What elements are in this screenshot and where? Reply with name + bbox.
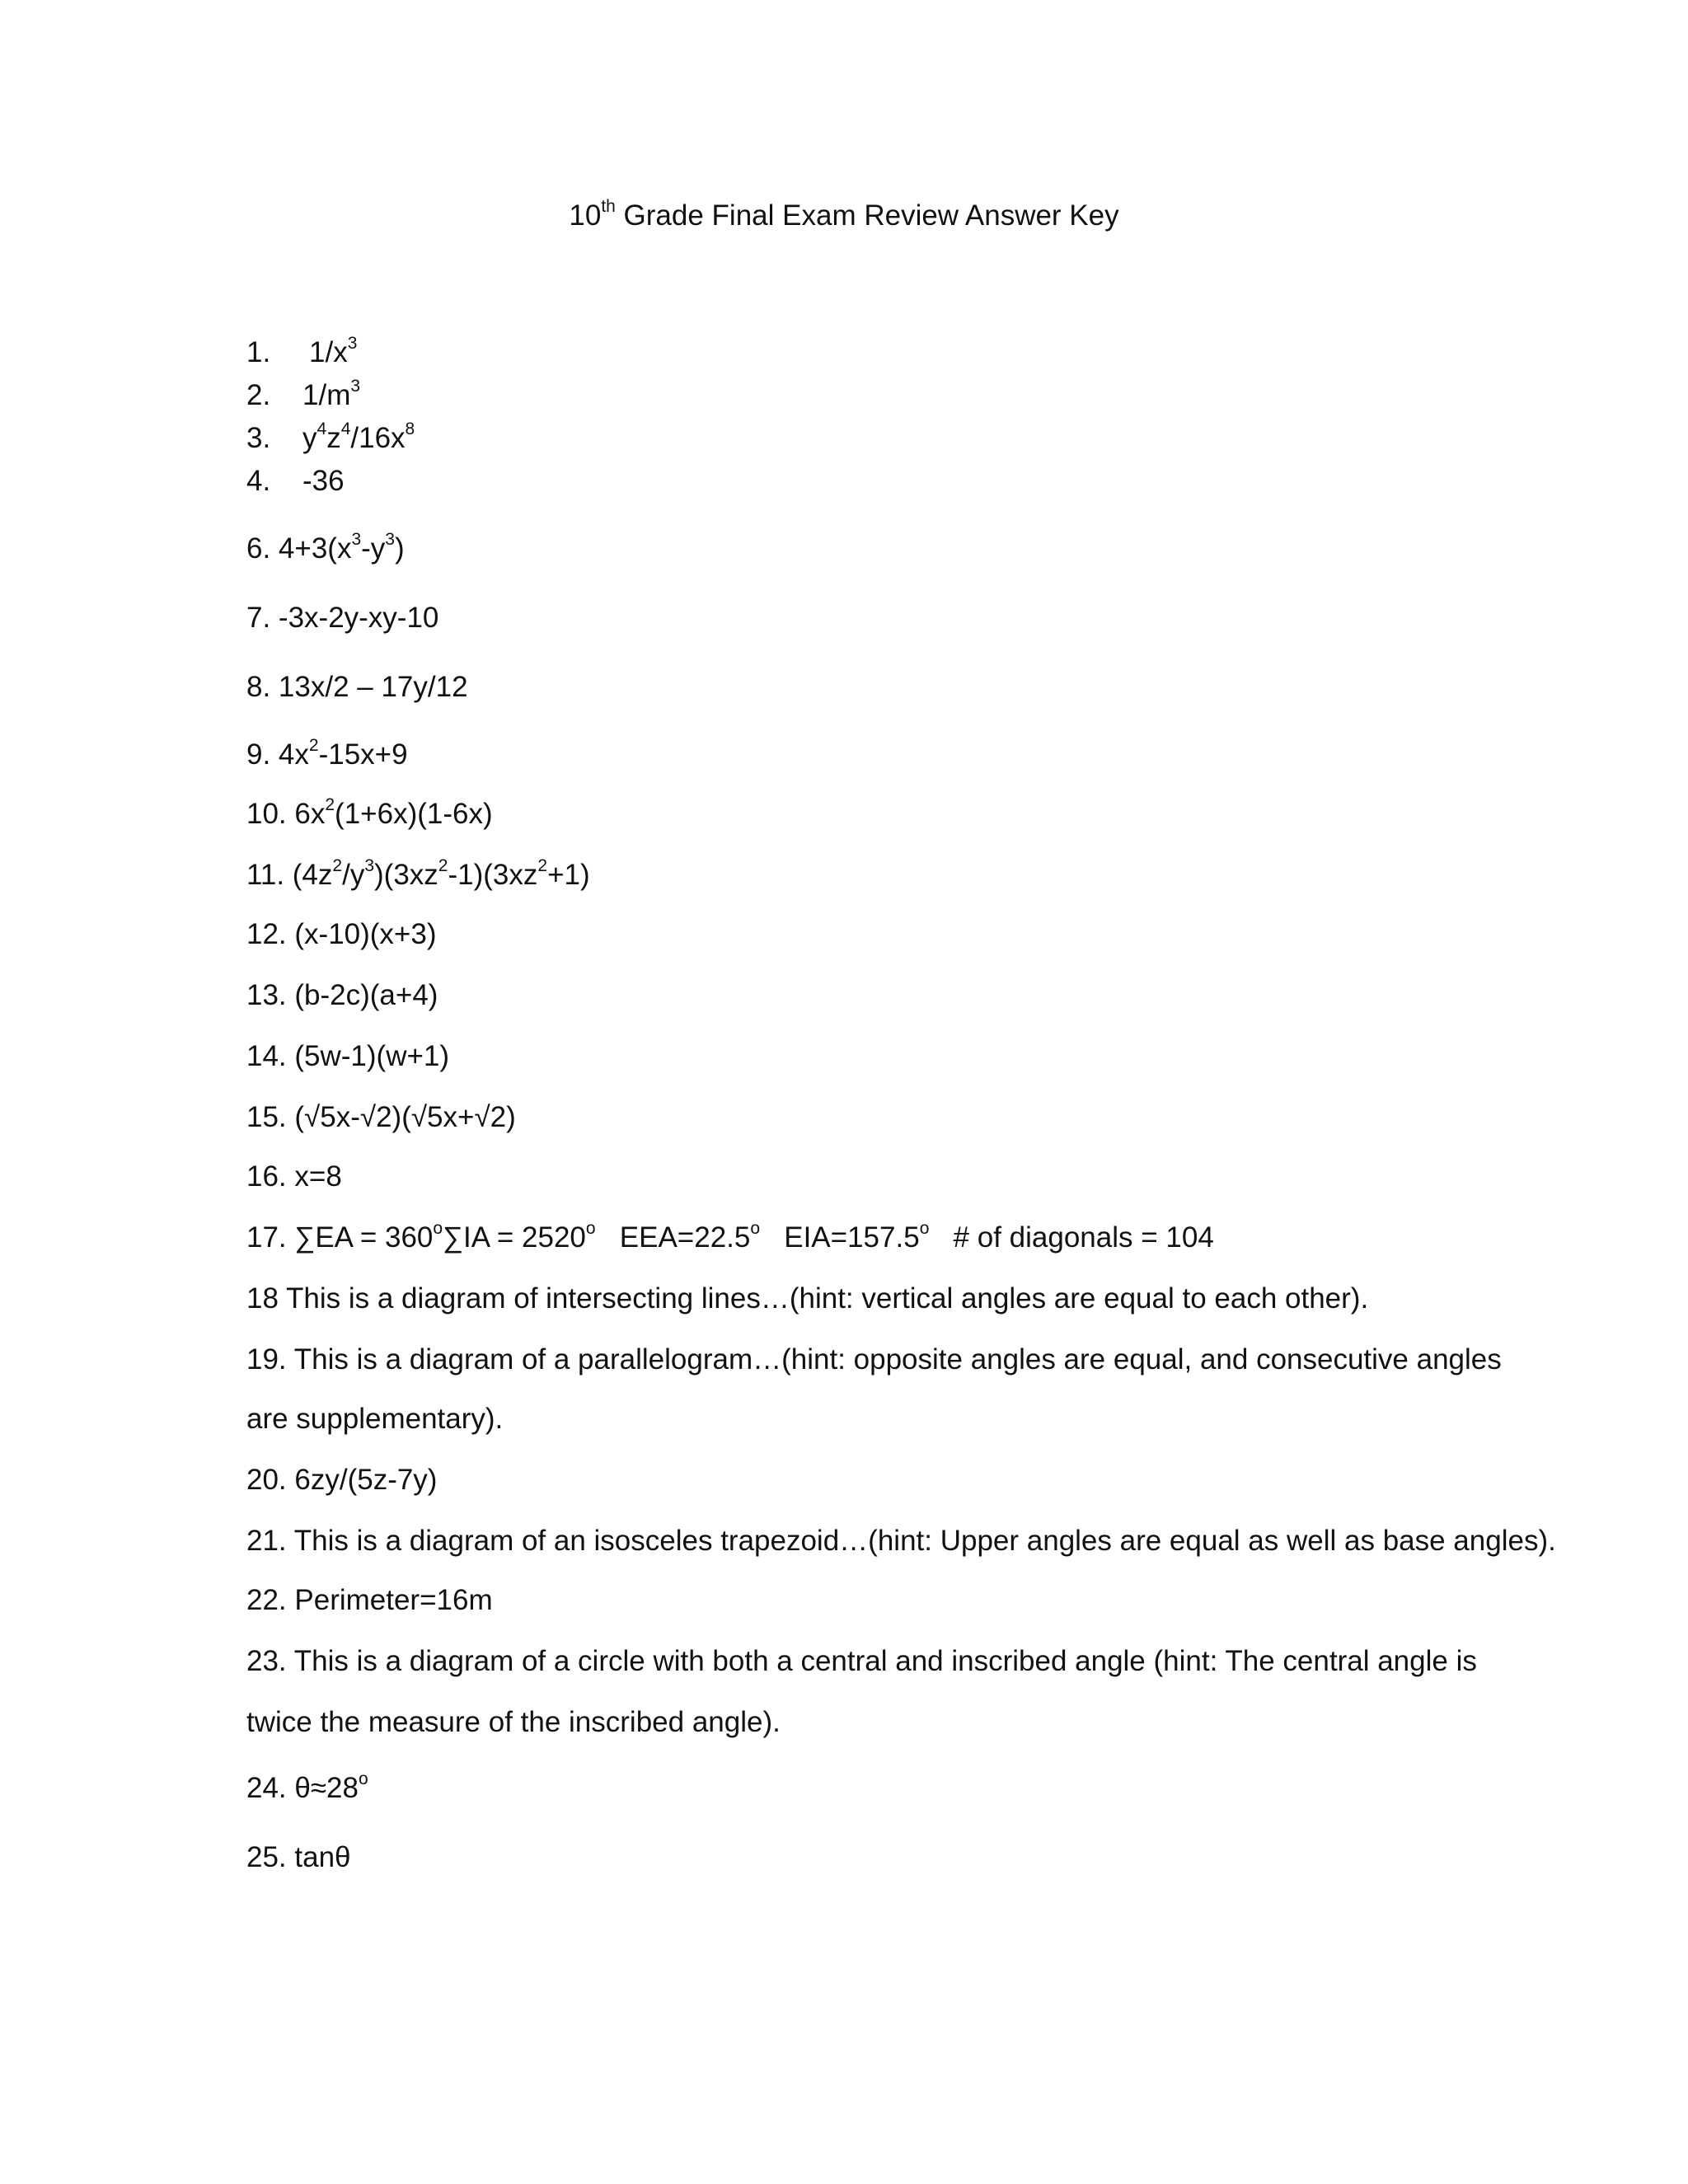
answer-4: 4. -36 <box>246 465 345 497</box>
answer-22: 22. Perimeter=16m <box>246 1584 493 1616</box>
answer-6: 6. $4+3(x^3-y^3)$ <box>246 530 405 565</box>
answer-15: 15. (√5x-√2)(√5x+√2) <box>246 1101 516 1133</box>
answer-24: 24. $\theta\approx 28^o$ <box>246 1769 368 1804</box>
answer-12: 12. (x-10)(x+3) <box>246 918 437 950</box>
answer-13: 13. (b-2c)(a+4) <box>246 979 438 1011</box>
answer-10: 10. $6x^2(1+6x)(1-6x)$ <box>246 795 493 830</box>
answer-25: 25. tanθ <box>246 1841 351 1873</box>
answer-19-line-1: 19. This is a diagram of a parallelogram…(hint: opposite angles are equal, and consecutive angles <box>246 1343 1502 1376</box>
answer-3: 3. $y^4z^4/16x^8$ <box>246 419 415 454</box>
answer-8: 8. 13x/2 – 17y/12 <box>246 671 468 703</box>
answer-21: 21. This is a diagram of an isosceles trapezoid…(hint: Upper angles are equal as well as base angles). <box>246 1525 1556 1557</box>
answer-2: 2. $1/m^3$ <box>246 377 361 411</box>
answer-7: 7. -3x-2y-xy-10 <box>246 602 439 634</box>
answer-16: 16. x=8 <box>246 1160 342 1193</box>
answer-23-line-1: 23. This is a diagram of a circle with both a central and inscribed angle (hint: The central angle is <box>246 1645 1477 1677</box>
answer-17: 17. $\sum EA = 360^o\sum IA = 2520^o$ $EEA=22.5^o$ $EIA=157.5^o$ # of diagonals = 104 <box>246 1219 1214 1254</box>
answer-18: 18 This is a diagram of intersecting lines…(hint: vertical angles are equal to each other). <box>246 1282 1369 1315</box>
answer-11: 11. $(4z^2/y^3)(3xz^2-1)(3xz^2+1)$ <box>246 856 590 891</box>
answer-19-line-2: are supplementary). <box>246 1403 504 1435</box>
answer-14: 14. (5w-1)(w+1) <box>246 1040 450 1072</box>
answer-20: 20. 6zy/(5z-7y) <box>246 1464 438 1496</box>
answer-1: 1. $1/x^3$ <box>246 334 358 368</box>
answer-9: 9. $4x^2-15x+9$ <box>246 736 408 771</box>
page-title: 10th Grade Final Exam Review Answer Key <box>569 197 1119 232</box>
answer-23-line-2: twice the measure of the inscribed angle). <box>246 1706 781 1738</box>
